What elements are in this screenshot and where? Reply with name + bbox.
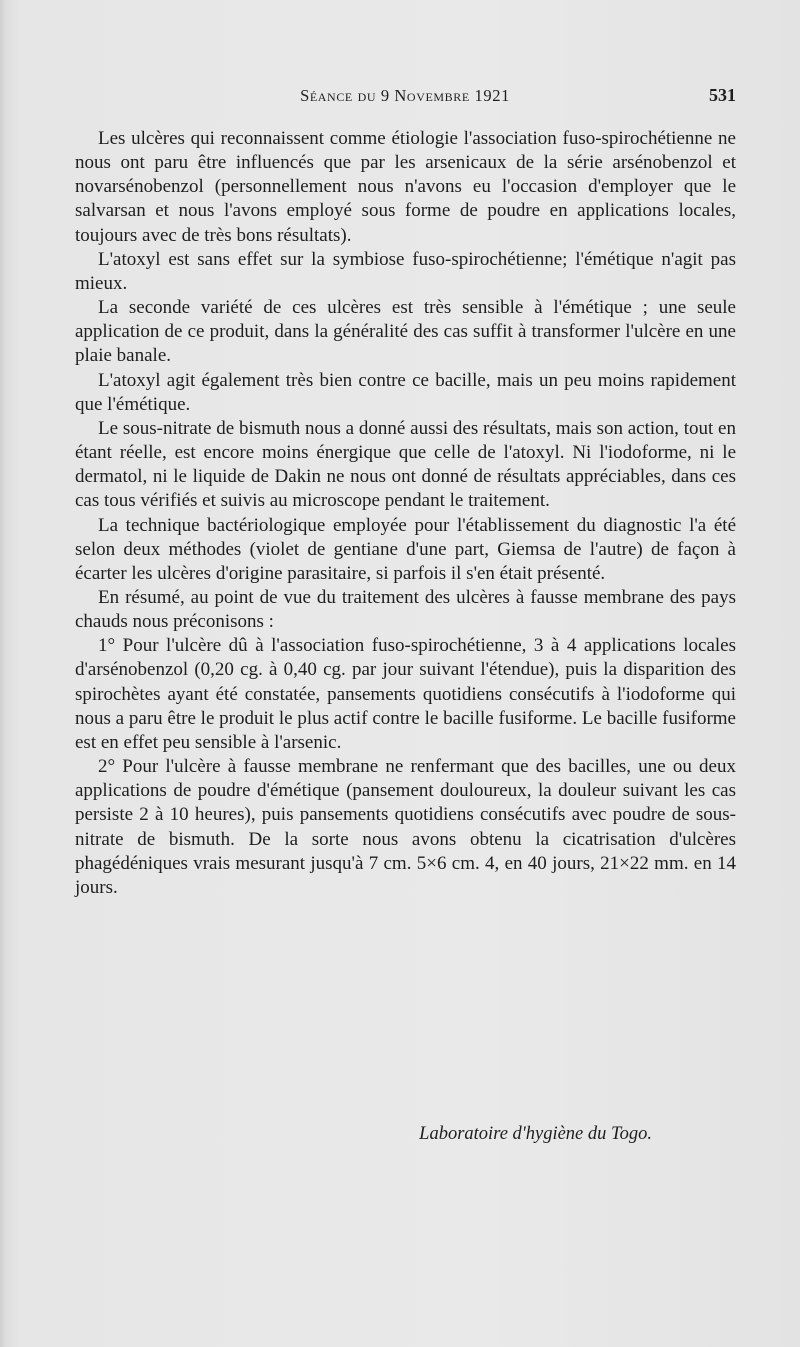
running-header [74,86,736,110]
paragraph: Les ulcères qui reconnaissent comme étiologie l'association fuso-spirochétienne ne nous ont paru être influencés que par les arsenicaux de la série arsénobenzol et novarsénobenzol (personnellement nous n'avons eu l'occasion d'employer que le salvarsan et nous l'avons employé sous forme de poudre en applications locales, toujours avec de très bons résultats). [75,128,736,246]
paragraph: Le sous-nitrate de bismuth nous a donné aussi des résultats, mais son action, tout en étant réelle, est encore moins énergique que celle de l'atoxyl. Ni l'iodoforme, ni le dermatol, ni le liquide de Dakin ne nous ont donné de résultats appréciables, dans ces cas tous vérifiés et suivis au microscope pendant le traitement. [75,417,736,512]
paragraph: L'atoxyl agit également très bien contre ce bacille, mais un peu moins rapidement que l'émétique. [75,369,736,415]
paragraph: En résumé, au point de vue du traitement des ulcères à fausse membrane des pays chauds nous préconisons : [75,586,736,633]
page-number: 531 [709,85,736,105]
paragraph: L'atoxyl est sans effet sur la symbiose fuso-spirochétienne; l'émétique n'agit pas mieux. [75,248,736,294]
header-title: Séance du 9 Novembre 1921 [300,86,510,105]
paragraph: La technique bactériologique employée pour l'établissement du diagnostic l'a été selon deux méthodes (violet de gentiane d'une part, Giemsa de l'autre) de façon à écarter les ulcères d'origine parasitaire, si parfois il s'en était présenté. [75,514,736,584]
signature-line: Laboratoire d'hygiène du Togo. [419,1124,652,1144]
body-text [75,127,736,900]
paragraph: 2° Pour l'ulcère à fausse membrane ne renfermant que des bacilles, une ou deux applications de poudre d'émétique (pansement douloureux, la douleur suivant les cas persiste 2 à 10 heures), puis pansements quotidiens consécutifs avec poudre de sous-nitrate de bismuth. De la sorte nous avons obtenu la cicatrisation d'ulcères phagédéniques vrais mesurant jusqu'à 7 cm. 5×6 cm. 4, en 40 jours, 21×22 mm. en 14 jours. [75,756,736,898]
paragraph: 1° Pour l'ulcère dû à l'association fuso-spirochétienne, 3 à 4 applications locales d'arsénobenzol (0,20 cg. à 0,40 cg. par jour suivant l'étendue), puis la disparition des spirochètes ayant été constatée, pansements quotidiens consécutifs à l'iodoforme qui nous a paru être le produit le plus actif contre le bacille fusiforme. Le bacille fusiforme est en effet peu sensible à l'arsenic. [75,635,736,753]
paragraph: La seconde variété de ces ulcères est très sensible à l'émétique ; une seule application de ce produit, dans la généralité des cas suffit à transformer l'ulcère en une plaie banale. [75,297,736,367]
